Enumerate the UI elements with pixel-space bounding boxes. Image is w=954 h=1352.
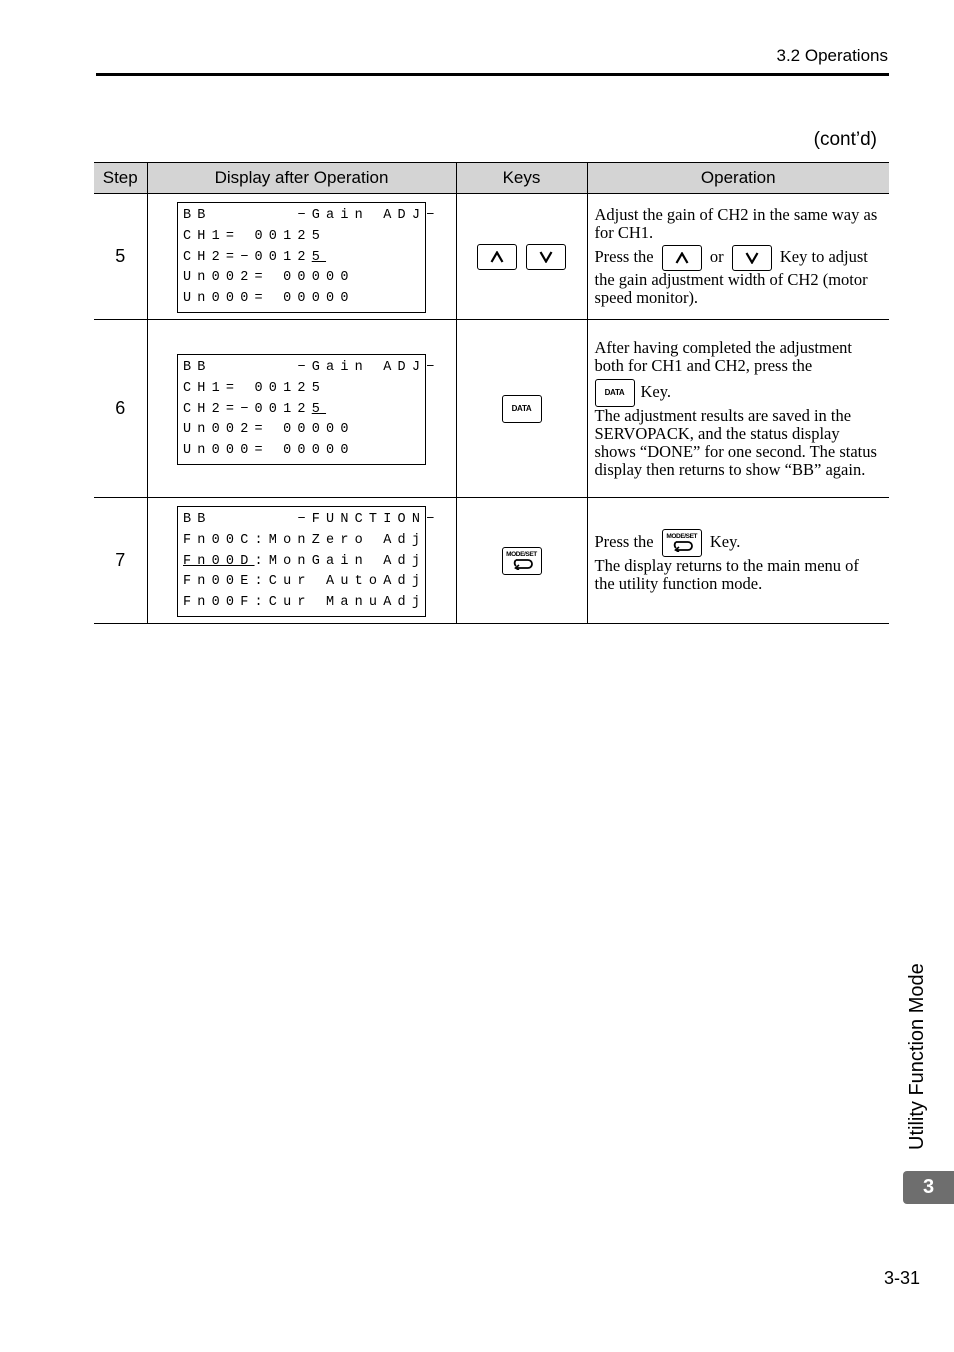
lcd-line [183,552,425,573]
operation-cell [587,194,889,320]
header-keys: Keys [456,163,587,194]
step-number: 7 [94,498,147,624]
lcd-line: BB −Gain ADJ− [183,360,441,375]
operation-cell [587,320,889,498]
data-key-label: DATA [511,404,532,413]
selected-function: Fn00D [183,553,255,569]
table-row [94,194,889,320]
table-header-row [94,163,889,194]
down-arrow-key-icon [732,245,772,271]
lcd-text: CH2=−0012 [183,249,312,265]
operation-text: After having completed the adjustment both for CH1 and CH2, press the [594,337,853,375]
display-cell [147,194,456,320]
down-arrow-key-icon [526,244,566,270]
operation-text-part: Key to adjust the gain adjustment width of CH2 (motor speed monitor). [594,246,868,307]
header-display: Display after Operation [147,163,456,194]
data-key-icon [502,395,542,423]
lcd-line: Fn00E:Cur AutoAdj [183,574,427,590]
operation-text [595,379,884,407]
section-header: 3.2 Operations [776,46,888,65]
header-operation: Operation [587,163,889,194]
up-arrow-key-icon [662,245,702,271]
lcd-line: BB −FUNCTION− [183,512,441,527]
keys-cell [456,498,587,624]
chapter-title: Utility Function Mode [906,963,928,1150]
page-number: 3-31 [883,1268,920,1288]
up-arrow-key-icon [477,244,517,270]
lcd-line: CH1= 00125 [183,228,327,244]
table-row [94,320,889,498]
lcd-line: Un002= 00000 [183,270,355,286]
operations-table [94,162,889,624]
operation-text-part: Press the [594,531,654,551]
cursor-digit: 5 [311,401,327,417]
lcd-line [183,400,425,421]
display-cell [147,320,456,498]
data-key-icon [595,379,635,407]
lcd-display [177,202,441,313]
mode-set-key-icon [662,529,702,557]
operation-text [595,245,884,307]
operation-text: The adjustment results are saved in the SERVOPACK, and the status display shows “DONE” for one second. The status display then returns to show “BB” again. [594,405,877,479]
operation-text-part: Key. [709,531,741,551]
mode-set-key-label: MODE/SET [506,551,537,558]
lcd-line: Un000= 00000 [183,443,355,459]
continued-label: (cont’d) [813,129,877,150]
return-arrow-icon [511,558,533,570]
return-arrow-icon [671,540,693,552]
operation-text-part: Key. [640,381,672,401]
lcd-display [177,506,441,617]
lcd-line: BB −Gain ADJ− [183,208,441,223]
step-number: 5 [94,194,147,320]
mode-set-key-label: MODE/SET [666,533,698,540]
lcd-display [177,354,441,465]
keys-cell [456,194,587,320]
operation-text-part: Press the [594,246,654,266]
lcd-line [183,248,425,269]
keys-cell [456,320,587,498]
header-step: Step [94,163,147,194]
mode-set-key-icon [502,547,542,575]
chapter-tab: 3 [903,1171,954,1204]
operation-text: The display returns to the main menu of the utility function mode. [594,555,859,593]
lcd-line: Un000= 00000 [183,291,355,307]
lcd-text: CH2=−0012 [183,401,312,417]
display-cell [147,498,456,624]
cursor-digit: 5 [311,249,327,265]
operation-text-part: or [709,246,724,266]
header-rule [96,73,889,76]
data-key-label: DATA [604,387,625,397]
operation-cell [587,498,889,624]
operation-text: Adjust the gain of CH2 in the same way as for CH1. [594,205,878,242]
operation-text [595,529,884,557]
lcd-line: Fn00F:Cur ManuAdj [183,595,427,611]
lcd-line: CH1= 00125 [183,380,327,396]
lcd-line: Fn00C:MonZero Adj [183,532,427,548]
table-row [94,498,889,624]
step-number: 6 [94,320,147,498]
lcd-text: :MonGain Adj [254,553,427,569]
lcd-line: Un002= 00000 [183,422,355,438]
